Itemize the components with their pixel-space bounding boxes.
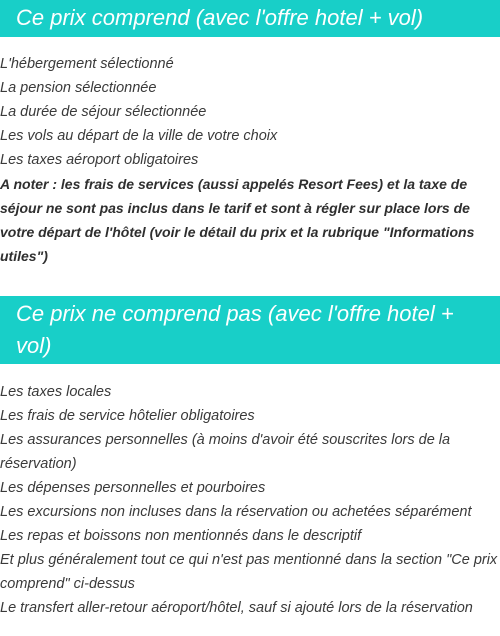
list-item: Et plus généralement tout ce qui n'est pas mentionné dans la section "Ce prix comprend" ci-dessus: [0, 552, 498, 592]
list-item: L'hébergement sélectionné: [0, 56, 174, 72]
list-item: Les frais de service hôtelier obligatoires: [0, 408, 255, 424]
excluded-section-title: Ce prix ne comprend pas (avec l'offre hotel + vol): [0, 296, 500, 364]
included-section-title: Ce prix comprend (avec l'offre hotel + vol): [0, 0, 500, 37]
list-item: Les repas et boissons non mentionnés dans le descriptif: [0, 528, 362, 544]
list-item: Les taxes aéroport obligatoires: [0, 152, 199, 168]
included-list: [0, 52, 500, 268]
list-item: La pension sélectionnée: [0, 80, 157, 96]
list-item: Les excursions non incluses dans la réservation ou achetées séparément: [0, 504, 472, 520]
fees-note: A noter : les frais de services (aussi appelés Resort Fees) et la taxe de séjour ne sont pas inclus dans le tarif et sont à régler sur place lors de votre départ de l'hôtel (voir le détail du prix et la rubrique "Informations utiles"): [0, 176, 475, 264]
list-item: La durée de séjour sélectionnée: [0, 104, 207, 120]
list-item: Les vols au départ de la ville de votre choix: [0, 128, 278, 144]
list-item: Les assurances personnelles (à moins d'avoir été souscrites lors de la réservation): [0, 432, 451, 472]
list-item: Le transfert aller-retour aéroport/hôtel, sauf si ajouté lors de la réservation: [0, 600, 473, 616]
list-item: Les taxes locales: [0, 384, 112, 400]
excluded-list: [0, 380, 500, 620]
list-item: Les dépenses personnelles et pourboires: [0, 480, 266, 496]
